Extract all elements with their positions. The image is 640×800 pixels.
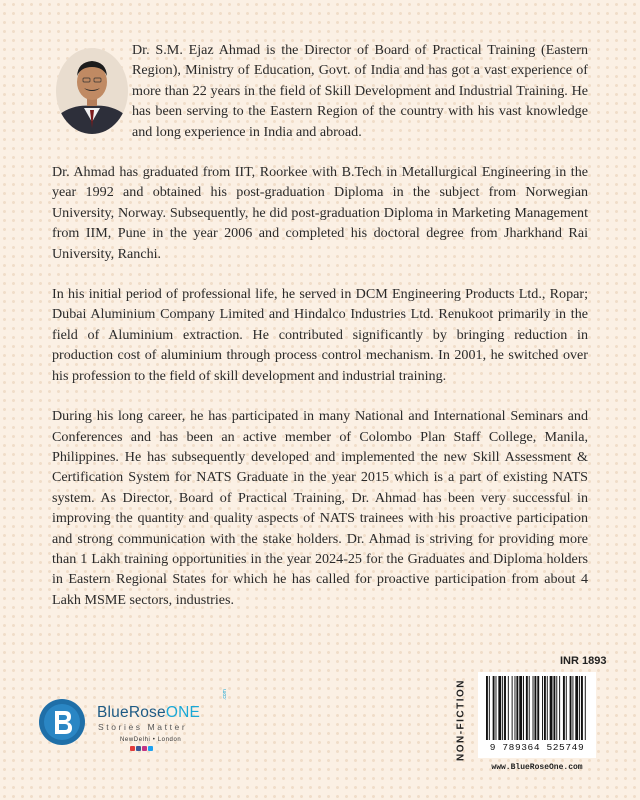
social-icon-3 — [142, 746, 147, 751]
isbn-number: 9 789364 525749 — [489, 742, 585, 753]
publisher-name — [97, 704, 200, 722]
social-icons — [130, 746, 153, 751]
price-label: INR 1893 — [560, 655, 607, 667]
bio-paragraph-3: In his initial period of professional life, he served in DCM Engineering Products Ltd., Ropar; Dubai Aluminium Company Limited and Hindalco Industries Ltd. Renukoot primarily in the field of Aluminium extraction. He contributed significantly by bringing reduction in production cost of aluminium through process control mechanism. In 2001, he switched over his profession to the field of skill development and industrial training. — [52, 286, 588, 384]
author-bio — [52, 40, 588, 630]
genre-label — [453, 676, 469, 764]
social-icon-2 — [136, 746, 141, 751]
photo-gap — [52, 40, 132, 142]
genre-text: NON-FICTION — [455, 678, 467, 762]
publisher-domain-suffix: .com — [222, 689, 228, 700]
bio-paragraph-1: Dr. S.M. Ejaz Ahmad is the Director of Board of Practical Training (Eastern Region), Ministry of Education, Govt. of India and has got a vast experience of more than 22 years in the field of Skill Development and Industrial Training. He has been serving to the Eastern Region of the country with his vast knowledge and long experience in India and abroad. — [132, 42, 588, 140]
bio-paragraph-4: During his long career, he has participated in many National and International Seminars and Conferences and has been an active member of Colombo Plan Staff College, Manila, Philippines. He has subsequently developed and implemented the new Skill Assessment & Certification System for NATS Graduate in the year 2015 which is a part of existing NATS system. As Director, Board of Practical Training, Dr. Ahmad has been very successful in improving the quantity and quality aspects of NATS trainees with his proactive participation and strong communication with the stake holders. Dr. Ahmad is striving for providing more than 1 Lakh training opportunities in the year 2024-25 for the Graduates and Diploma holders in Eastern Regional States for which he has called for proactive participation from about 4 Lakh MSME sectors, industries. — [52, 408, 588, 608]
publisher-logo-icon — [38, 698, 86, 746]
publisher-name-main: BlueRose — [97, 704, 166, 721]
publisher-location: NewDelhi • London — [120, 737, 182, 743]
publisher-name-accent: ONE — [165, 704, 201, 721]
social-icon-4 — [148, 746, 153, 751]
publisher-tagline: Stories Matter — [98, 722, 188, 732]
bio-paragraph-2: Dr. Ahmad has graduated from IIT, Roorkee with B.Tech in Metallurgical Engineering in the year 1992 and obtained his post-graduation Diploma in the subject from Norwegian University, Norway. Subsequently, he did post-graduation Diploma in Marketing Management from IIM, Pune in the year 2006 and completed his doctoral degree from Jharkhand Rai University, Ranchi. — [52, 164, 588, 262]
social-icon-1 — [130, 746, 135, 751]
publisher-website: www.BlueRoseOne.com — [491, 763, 583, 772]
